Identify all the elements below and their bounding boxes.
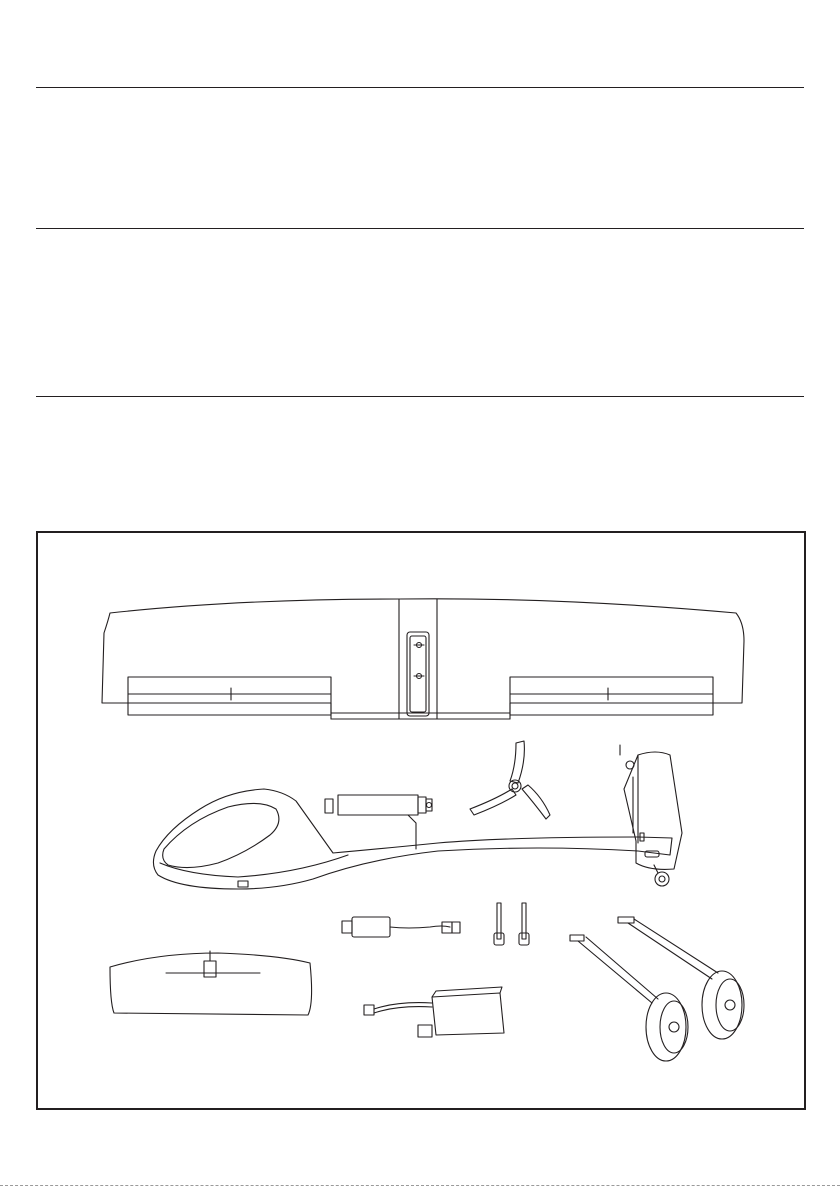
propeller-icon <box>470 741 550 819</box>
section-divider-1 <box>36 87 804 88</box>
landing-gear-icon <box>570 917 744 1061</box>
main-wing-icon <box>102 599 744 719</box>
horizontal-stabilizer-icon <box>110 951 312 1015</box>
box-contents-frame <box>36 531 806 1110</box>
section-divider-3 <box>36 396 804 397</box>
wing-bolts-icon <box>494 903 529 945</box>
page-bottom-edge <box>0 1185 840 1186</box>
fuselage-icon <box>153 745 682 889</box>
section-divider-2 <box>36 228 804 229</box>
usb-charger-icon <box>342 917 460 937</box>
battery-pack-icon <box>364 987 504 1037</box>
box-contents-illustration <box>38 533 804 1108</box>
